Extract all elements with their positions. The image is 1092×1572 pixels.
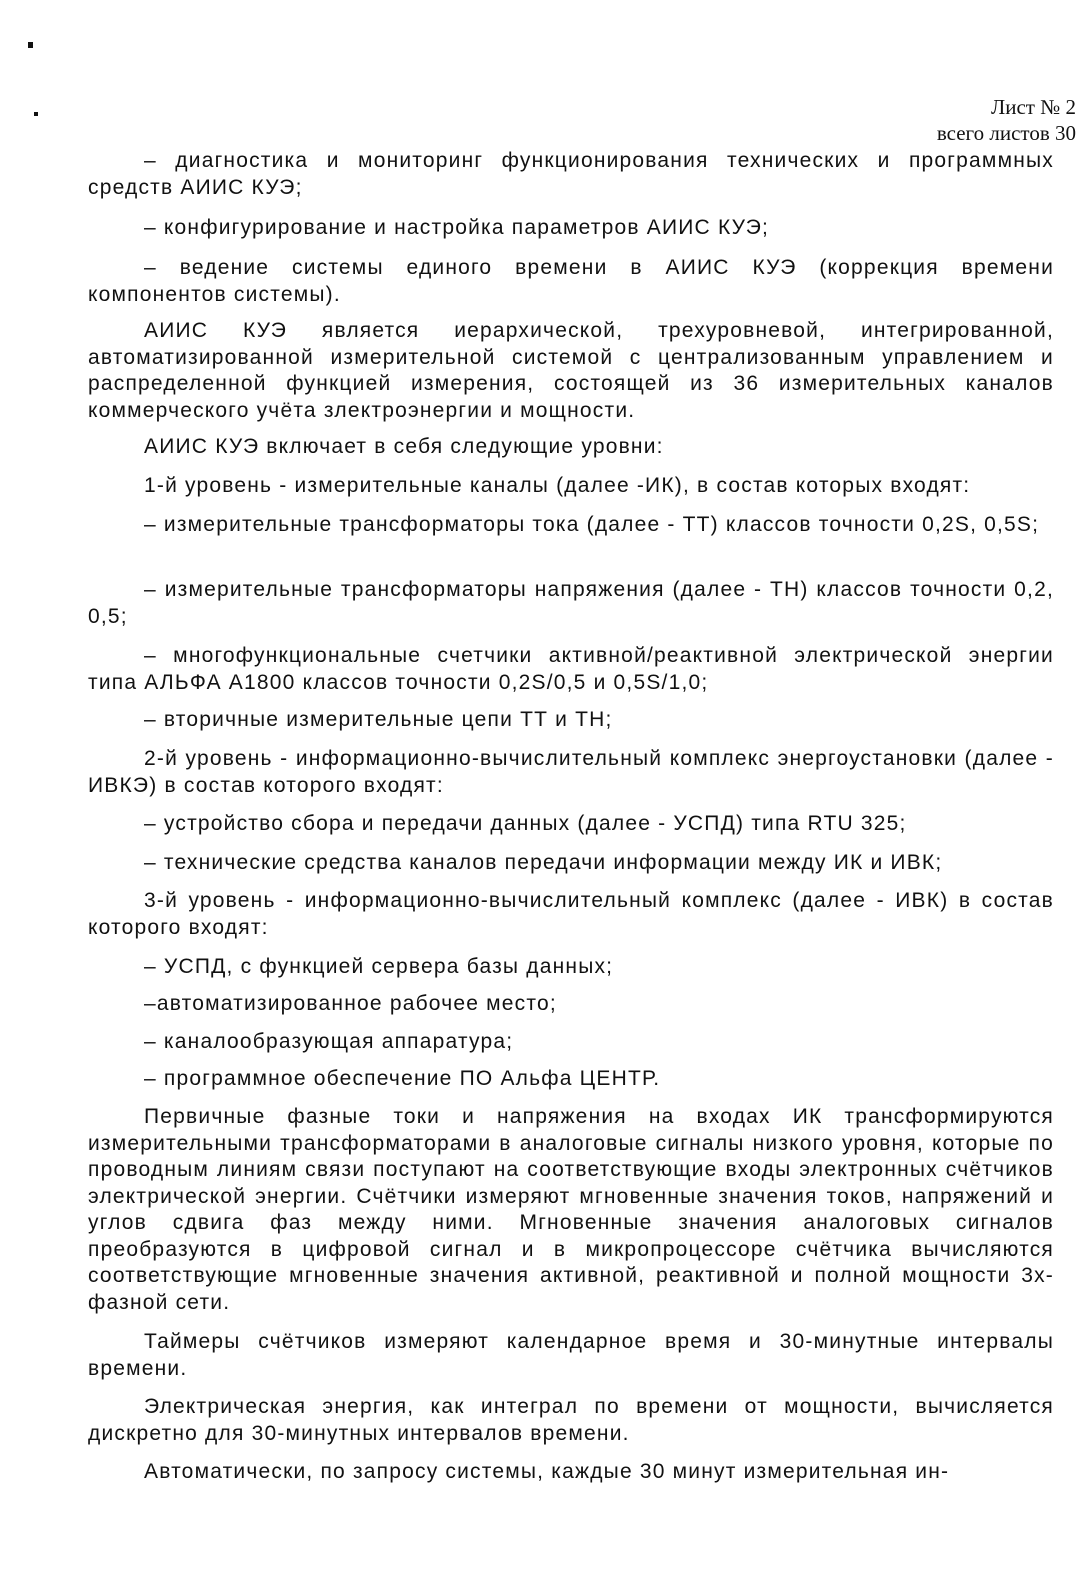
paragraph: Таймеры счётчиков измеряют календарное время и 30-минутные интервалы времени. bbox=[88, 1330, 1054, 1380]
total-sheets: всего листов 30 bbox=[936, 121, 1076, 145]
paragraph: Электрическая энергия, как интеграл по времени от мощности, вычисляется дискретно для 30-минутных интервалов времени. bbox=[88, 1395, 1054, 1445]
paragraph: – технические средства каналов передачи информации между ИК и ИВК; bbox=[144, 851, 943, 874]
paragraph: 3-й уровень - информационно-вычислительный комплекс (далее - ИВК) в состав которого входят: bbox=[88, 889, 1054, 939]
paragraph: –автоматизированное рабочее место; bbox=[144, 992, 557, 1015]
scan-speck bbox=[28, 42, 33, 48]
paragraph: – УСПД, с функцией сервера базы данных; bbox=[144, 955, 614, 978]
paragraph: 1-й уровень - измерительные каналы (далее -ИК), в состав которых входят: bbox=[144, 474, 971, 497]
scan-speck bbox=[34, 112, 38, 116]
sheet-number: Лист № 2 bbox=[990, 95, 1076, 119]
paragraph: Автоматически, по запросу системы, каждые 30 минут измерительная ин- bbox=[144, 1460, 950, 1483]
paragraph: АИИС КУЭ включает в себя следующие уровни: bbox=[144, 435, 664, 458]
paragraph: – программное обеспечение ПО Альфа ЦЕНТР. bbox=[144, 1067, 661, 1090]
paragraph: – многофункциональные счетчики активной/реактивной электрической энергии типа АЛЬФА А1800 классов точности 0,2S/0,5 и 0,5S/1,0; bbox=[88, 644, 1054, 694]
paragraph: – измерительные трансформаторы тока (далее - ТТ) классов точности 0,2S, 0,5S; bbox=[144, 513, 1040, 536]
paragraph: – конфигурирование и настройка параметров АИИС КУЭ; bbox=[144, 216, 770, 239]
paragraph: 2-й уровень - информационно-вычислительный комплекс энергоустановки (далее - ИВКЭ) в состав которого входят: bbox=[88, 747, 1054, 797]
paragraph: – устройство сбора и передачи данных (далее - УСПД) типа RTU 325; bbox=[144, 812, 907, 835]
paragraph: Первичные фазные токи и напряжения на входах ИК трансформируются измерительными трансформаторами в аналоговые сигналы низкого уровня, которые по проводным линиям связи поступают на соответствующие входы электронных счётчиков электрической энергии. Счётчики измеряют мгновенные значения токов, напряжений и углов сдвига фаз между ними. Мгновенные значения аналоговых сигналов преобразуются в цифровой сигнал и в микропроцессоре счётчика вычисляются соответствующие мгновенные значения активной, реактивной и полной мощности 3х-фазной сети. bbox=[88, 1105, 1054, 1314]
paragraph: – ведение системы единого времени в АИИС КУЭ (коррекция времени компонентов системы). bbox=[88, 256, 1054, 306]
paragraph: АИИС КУЭ является иерархической, трехуровневой, интегрированной, автоматизированной измерительной системой с централизованным управлением и распределенной функцией измерения, состоящей из 36 измерительных каналов коммерческого учёта злектроэнергии и мощности. bbox=[88, 319, 1054, 422]
paragraph: – измерительные трансформаторы напряжения (далее - ТН) классов точности 0,2, 0,5; bbox=[88, 578, 1054, 628]
paragraph: – вторичные измерительные цепи ТТ и ТН; bbox=[144, 708, 613, 731]
paragraph: – диагностика и мониторинг функционирования технических и программных средств АИИС КУЭ; bbox=[88, 149, 1054, 199]
paragraph: – каналообразующая аппаратура; bbox=[144, 1030, 514, 1053]
